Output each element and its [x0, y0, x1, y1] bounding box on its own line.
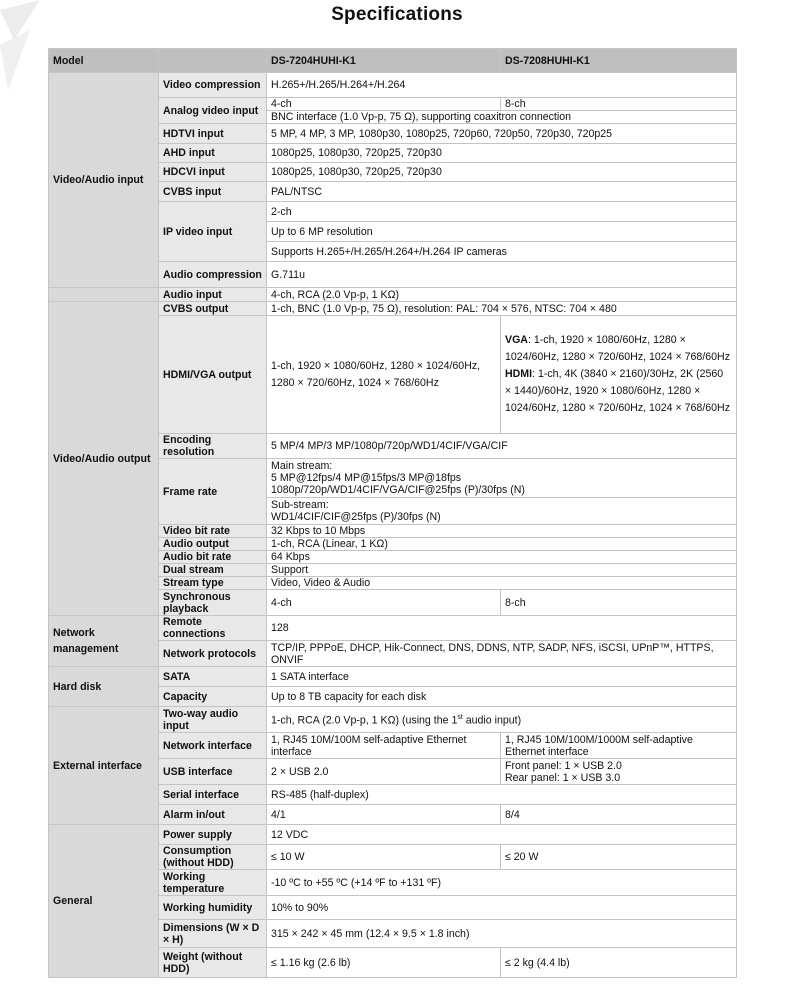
- row-value-1: 4-ch: [267, 590, 501, 616]
- row-value: H.265+/H.265/H.264+/H.264: [267, 73, 737, 98]
- table-row: [49, 707, 737, 733]
- row-value-2: 8/4: [501, 805, 737, 825]
- row-value-2: 8-ch: [501, 98, 737, 111]
- vga-text: : 1-ch, 1920 × 1080/60Hz, 1280 × 1024/60Hz, 1280 × 720/60Hz, 1024 × 768/60Hz: [505, 334, 730, 363]
- row-label: Consumption (without HDD): [159, 845, 267, 870]
- table-row: [49, 288, 737, 302]
- row-value: RS-485 (half-duplex): [267, 785, 737, 805]
- spec-table-lower: [48, 615, 737, 978]
- row-label: Two-way audio input: [159, 707, 267, 733]
- row-label: Working temperature: [159, 870, 267, 896]
- table-row: [49, 302, 737, 316]
- row-value-1: 1, RJ45 10M/100M self-adaptive Ethernet interface: [267, 733, 501, 759]
- row-value-2: ≤ 2 kg (4.4 lb): [501, 948, 737, 978]
- table-row: [49, 73, 737, 98]
- row-label: Audio input: [159, 288, 267, 302]
- row-value-1: 1-ch, 1920 × 1080/60Hz, 1280 × 1024/60Hz, 1280 × 720/60Hz, 1024 × 768/60Hz: [267, 316, 501, 434]
- usb-rear: Rear panel: 1 × USB 3.0: [505, 771, 621, 784]
- row-value: Video, Video & Audio: [267, 577, 737, 590]
- row-label: Audio compression: [159, 262, 267, 288]
- row-value: PAL/NTSC: [267, 182, 737, 202]
- row-label: Audio bit rate: [159, 551, 267, 564]
- category-video-audio-input: Video/Audio input: [49, 73, 159, 288]
- row-label: Dual stream: [159, 564, 267, 577]
- category-external-interface: External interface: [49, 707, 159, 825]
- row-label: Remote connections: [159, 616, 267, 641]
- row-value: TCP/IP, PPPoE, DHCP, Hik-Connect, DNS, DDNS, NTP, SADP, NFS, iSCSI, UPnP™, HTTPS, ONVIF: [267, 641, 737, 667]
- row-value: BNC interface (1.0 Vp-p, 75 Ω), supporting coaxitron connection: [267, 111, 737, 124]
- row-label: Dimensions (W × D × H): [159, 920, 267, 948]
- table-row: [49, 825, 737, 845]
- sub-stream-title: Sub-stream:: [271, 499, 329, 511]
- row-value-3: Supports H.265+/H.265/H.264+/H.264 IP cameras: [267, 242, 737, 262]
- header-model-2: DS-7208HUHI-K1: [501, 49, 737, 73]
- category-general: General: [49, 825, 159, 978]
- page-title: Specifications: [331, 4, 463, 25]
- table-header-row: [49, 49, 737, 73]
- category-hard-disk: Hard disk: [49, 667, 159, 707]
- row-label: Video bit rate: [159, 525, 267, 538]
- row-label: Analog video input: [159, 98, 267, 124]
- row-value-2: [501, 759, 737, 785]
- hdmi-label: HDMI: [505, 368, 533, 380]
- row-value-1: ≤ 1.16 kg (2.6 lb): [267, 948, 501, 978]
- row-label: CVBS input: [159, 182, 267, 202]
- row-value: Support: [267, 564, 737, 577]
- row-label: HDTVI input: [159, 124, 267, 144]
- row-label: Serial interface: [159, 785, 267, 805]
- row-label: Power supply: [159, 825, 267, 845]
- row-value: 315 × 242 × 45 mm (12.4 × 9.5 × 1.8 inch): [267, 920, 737, 948]
- row-value: Up to 8 TB capacity for each disk: [267, 687, 737, 707]
- row-value-2: 8-ch: [501, 590, 737, 616]
- hdmi-text: : 1-ch, 4K (3840 × 2160)/30Hz, 2K (2560 × 1440)/60Hz, 1920 × 1080/60Hz, 1280 × 1024/60Hz, 1280 × 720/60Hz, 1024 × 768/60Hz: [505, 368, 730, 414]
- row-label: USB interface: [159, 759, 267, 785]
- row-label: SATA: [159, 667, 267, 687]
- row-value-2: Up to 6 MP resolution: [267, 222, 737, 242]
- row-label: CVBS output: [159, 302, 267, 316]
- row-label: Encoding resolution: [159, 434, 267, 459]
- table-row: [49, 667, 737, 687]
- row-value: 1 SATA interface: [267, 667, 737, 687]
- category-network-management: Network management: [49, 616, 159, 667]
- row-label: Weight (without HDD): [159, 948, 267, 978]
- header-model: Model: [49, 49, 159, 73]
- row-label: Stream type: [159, 577, 267, 590]
- row-value: 1080p25, 1080p30, 720p25, 720p30: [267, 163, 737, 182]
- row-value: 5 MP, 4 MP, 3 MP, 1080p30, 1080p25, 720p60, 720p50, 720p30, 720p25: [267, 124, 737, 144]
- row-value: G.711u: [267, 262, 737, 288]
- row-value: 4-ch, RCA (2.0 Vp-p, 1 KΩ): [267, 288, 737, 302]
- row-label: IP video input: [159, 202, 267, 262]
- row-value: 1080p25, 1080p30, 720p25, 720p30: [267, 144, 737, 163]
- row-label: Audio output: [159, 538, 267, 551]
- row-value: 1-ch, RCA (Linear, 1 KΩ): [267, 538, 737, 551]
- row-label: Network protocols: [159, 641, 267, 667]
- sub-stream-1: WD1/4CIF/CIF@25fps (P)/30fps (N): [271, 511, 441, 523]
- category-spacer: [49, 288, 159, 302]
- row-value-2: 1, RJ45 10M/100M/1000M self-adaptive Ethernet interface: [501, 733, 737, 759]
- row-value: 1-ch, BNC (1.0 Vp-p, 75 Ω), resolution: PAL: 704 × 576, NTSC: 704 × 480: [267, 302, 737, 316]
- row-value-2: [501, 316, 737, 434]
- row-value-1: ≤ 10 W: [267, 845, 501, 870]
- row-value: 12 VDC: [267, 825, 737, 845]
- row-value: [267, 707, 737, 733]
- two-way-audio-a: 1-ch, RCA (2.0 Vp-p, 1 KΩ) (using the 1: [271, 714, 458, 727]
- main-stream-2: 1080p/720p/WD1/4CIF/VGA/CIF@25fps (P)/30fps (N): [271, 484, 525, 496]
- row-label: Synchronous playback: [159, 590, 267, 616]
- row-value: 128: [267, 616, 737, 641]
- row-label: Capacity: [159, 687, 267, 707]
- row-label: Network interface: [159, 733, 267, 759]
- header-model-1: DS-7204HUHI-K1: [267, 49, 501, 73]
- vga-label: VGA: [505, 334, 528, 346]
- row-value: [267, 459, 737, 525]
- usb-front: Front panel: 1 × USB 2.0: [505, 759, 622, 772]
- row-value-1: 4/1: [267, 805, 501, 825]
- row-label: Video compression: [159, 73, 267, 98]
- row-value-2: ≤ 20 W: [501, 845, 737, 870]
- header-spacer: [159, 49, 267, 73]
- row-label: HDMI/VGA output: [159, 316, 267, 434]
- main-stream-1: 5 MP@12fps/4 MP@15fps/3 MP@18fps: [271, 472, 462, 484]
- two-way-audio-b: audio input): [462, 714, 522, 727]
- row-label: Frame rate: [159, 459, 267, 525]
- row-label: Alarm in/out: [159, 805, 267, 825]
- row-value: 64 Kbps: [267, 551, 737, 564]
- two-way-audio-sup: st: [457, 714, 463, 722]
- row-value-1: 2-ch: [267, 202, 737, 222]
- row-label: Working humidity: [159, 896, 267, 920]
- row-value: 32 Kbps to 10 Mbps: [267, 525, 737, 538]
- row-value: 5 MP/4 MP/3 MP/1080p/720p/WD1/4CIF/VGA/CIF: [267, 434, 737, 459]
- spec-table: [48, 48, 737, 616]
- row-label: AHD input: [159, 144, 267, 163]
- main-stream-title: Main stream:: [271, 460, 333, 472]
- table-row: [49, 616, 737, 641]
- row-value: 10% to 90%: [267, 896, 737, 920]
- row-label: HDCVI input: [159, 163, 267, 182]
- category-video-audio-output: Video/Audio output: [49, 302, 159, 616]
- row-value-1: 2 × USB 2.0: [267, 759, 501, 785]
- row-value: -10 ºC to +55 ºC (+14 ºF to +131 ºF): [267, 870, 737, 896]
- row-value-1: 4-ch: [267, 98, 501, 111]
